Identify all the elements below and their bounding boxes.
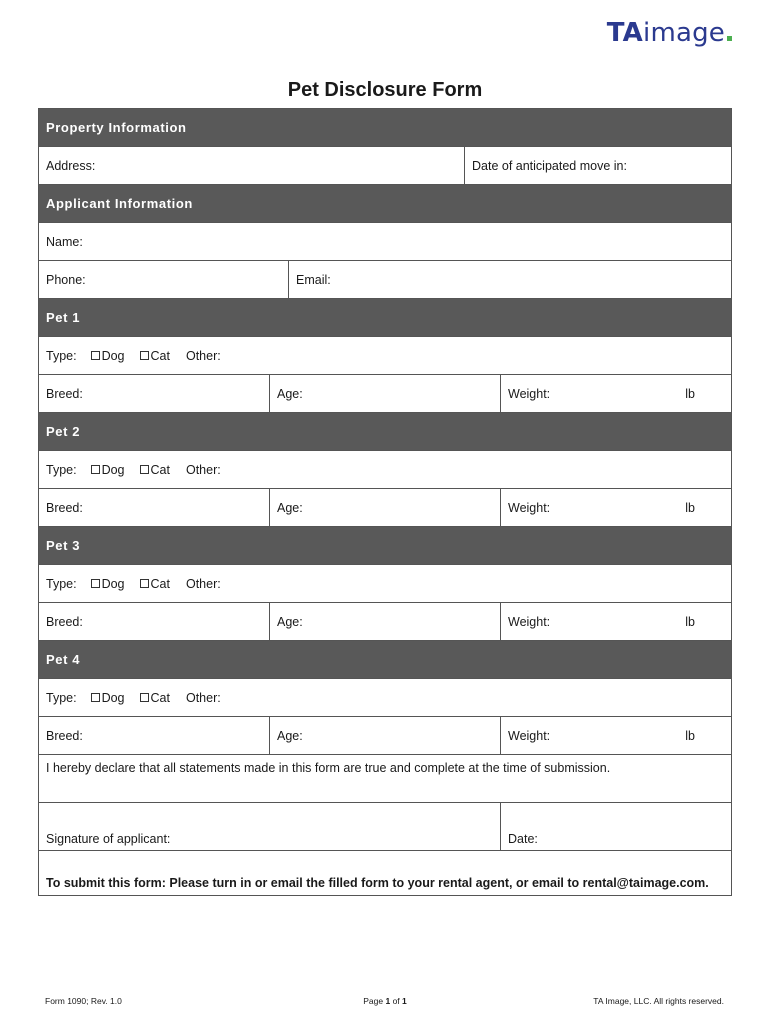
weight-unit: lb <box>685 386 695 401</box>
pet-4-type-field <box>39 679 731 716</box>
logo-text-bold: TA <box>606 18 644 48</box>
checkbox-icon[interactable] <box>140 693 149 702</box>
section-header-pet-3: Pet 3 <box>39 527 731 565</box>
pet-type-label: Type: <box>46 690 77 705</box>
dog-label: Dog <box>101 690 125 705</box>
copyright-notice: TA Image, LLC. All rights reserved. <box>593 996 724 1006</box>
cat-label: Cat <box>150 348 170 363</box>
phone-label: Phone: <box>46 272 86 287</box>
page-total: 1 <box>402 996 407 1006</box>
signature-date-field[interactable] <box>501 803 731 850</box>
pet-type-label: Type: <box>46 576 77 591</box>
checkbox-icon[interactable] <box>91 351 100 360</box>
pet-4-dog-option[interactable] <box>91 691 125 705</box>
pet-type-label: Type: <box>46 462 77 477</box>
pet-1-type-row <box>39 337 731 375</box>
pet-1-breed-field[interactable] <box>39 375 270 412</box>
pet-2-breed-field[interactable] <box>39 489 270 526</box>
cat-label: Cat <box>150 576 170 591</box>
dog-label: Dog <box>101 462 125 477</box>
checkbox-icon[interactable] <box>140 351 149 360</box>
pet-3-details-row <box>39 603 731 641</box>
phone-field[interactable] <box>39 261 289 298</box>
pet-2-type-row <box>39 451 731 489</box>
pet-3-cat-option[interactable] <box>140 577 170 591</box>
section-header-pet-4: Pet 4 <box>39 641 731 679</box>
breed-label: Breed: <box>46 500 83 515</box>
pet-4-breed-field[interactable] <box>39 717 270 754</box>
age-label: Age: <box>277 386 303 401</box>
email-label: Email: <box>296 272 331 287</box>
section-header-applicant: Applicant Information <box>39 185 731 223</box>
pet-type-label: Type: <box>46 348 77 363</box>
pet-2-age-field[interactable] <box>270 489 501 526</box>
pet-2-details-row <box>39 489 731 527</box>
pet-disclosure-form <box>38 108 732 896</box>
checkbox-icon[interactable] <box>91 579 100 588</box>
checkbox-icon[interactable] <box>140 579 149 588</box>
signature-label: Signature of applicant: <box>46 832 171 846</box>
age-label: Age: <box>277 614 303 629</box>
property-row <box>39 147 731 185</box>
contact-row <box>39 261 731 299</box>
signature-date-label: Date: <box>508 832 538 846</box>
logo-text-light: image <box>643 18 725 48</box>
logo-dot-icon <box>727 36 732 41</box>
pet-4-cat-option[interactable] <box>140 691 170 705</box>
pet-3-other-field[interactable]: Other: <box>185 576 221 591</box>
pet-3-type-field <box>39 565 731 602</box>
signature-field[interactable] <box>39 803 501 850</box>
pet-1-cat-option[interactable] <box>140 349 170 363</box>
weight-unit: lb <box>685 728 695 743</box>
cat-label: Cat <box>150 462 170 477</box>
company-logo <box>607 18 732 48</box>
name-field[interactable] <box>39 223 731 260</box>
pet-1-age-field[interactable] <box>270 375 501 412</box>
email-field[interactable] <box>289 261 731 298</box>
page-current: 1 <box>385 996 391 1006</box>
section-header-property: Property Information <box>39 109 731 147</box>
page-title: Pet Disclosure Form <box>287 79 483 101</box>
weight-label: Weight: <box>508 728 551 743</box>
cat-label: Cat <box>150 690 170 705</box>
breed-label: Breed: <box>46 728 83 743</box>
weight-label: Weight: <box>508 500 551 515</box>
age-label: Age: <box>277 728 303 743</box>
form-revision: Form 1090; Rev. 1.0 <box>45 996 122 1006</box>
declaration-text: I hereby declare that all statements made in this form are true and complete at the time of submission. <box>39 755 731 803</box>
pet-4-other-field[interactable]: Other: <box>185 690 221 705</box>
name-label: Name: <box>46 234 83 249</box>
pet-4-details-row <box>39 717 731 755</box>
weight-label: Weight: <box>508 386 551 401</box>
move-in-date-label: Date of anticipated move in: <box>472 158 627 173</box>
submit-instructions: To submit this form: Please turn in or email the filled form to your rental agent, or email to rental@taimage.com. <box>46 876 709 890</box>
signature-row <box>39 803 731 851</box>
weight-label: Weight: <box>508 614 551 629</box>
move-in-date-field[interactable] <box>465 147 731 184</box>
section-header-pet-1: Pet 1 <box>39 299 731 337</box>
pet-3-dog-option[interactable] <box>91 577 125 591</box>
pet-1-details-row <box>39 375 731 413</box>
dog-label: Dog <box>101 576 125 591</box>
pet-4-weight-field[interactable] <box>501 717 731 754</box>
pet-3-age-field[interactable] <box>270 603 501 640</box>
page-prefix: Page <box>363 996 384 1006</box>
address-field[interactable] <box>39 147 465 184</box>
section-header-pet-2: Pet 2 <box>39 413 731 451</box>
pet-1-type-field <box>39 337 731 374</box>
address-label: Address: <box>46 158 96 173</box>
weight-unit: lb <box>685 500 695 515</box>
pet-4-age-field[interactable] <box>270 717 501 754</box>
pet-2-type-field <box>39 451 731 488</box>
weight-unit: lb <box>685 614 695 629</box>
pet-3-type-row <box>39 565 731 603</box>
pet-4-type-row <box>39 679 731 717</box>
pet-2-other-field[interactable]: Other: <box>185 462 221 477</box>
checkbox-icon[interactable] <box>140 465 149 474</box>
dog-label: Dog <box>101 348 125 363</box>
pet-1-weight-field[interactable] <box>501 375 731 412</box>
breed-label: Breed: <box>46 614 83 629</box>
checkbox-icon[interactable] <box>91 693 100 702</box>
pet-2-cat-option[interactable] <box>140 463 170 477</box>
pet-3-breed-field[interactable] <box>39 603 270 640</box>
pet-1-dog-option[interactable] <box>91 349 125 363</box>
pet-1-other-field[interactable]: Other: <box>185 348 221 363</box>
breed-label: Breed: <box>46 386 83 401</box>
page-of: of <box>392 996 400 1006</box>
checkbox-icon[interactable] <box>91 465 100 474</box>
pet-2-dog-option[interactable] <box>91 463 125 477</box>
pet-2-weight-field[interactable] <box>501 489 731 526</box>
name-row <box>39 223 731 261</box>
pet-3-weight-field[interactable] <box>501 603 731 640</box>
age-label: Age: <box>277 500 303 515</box>
